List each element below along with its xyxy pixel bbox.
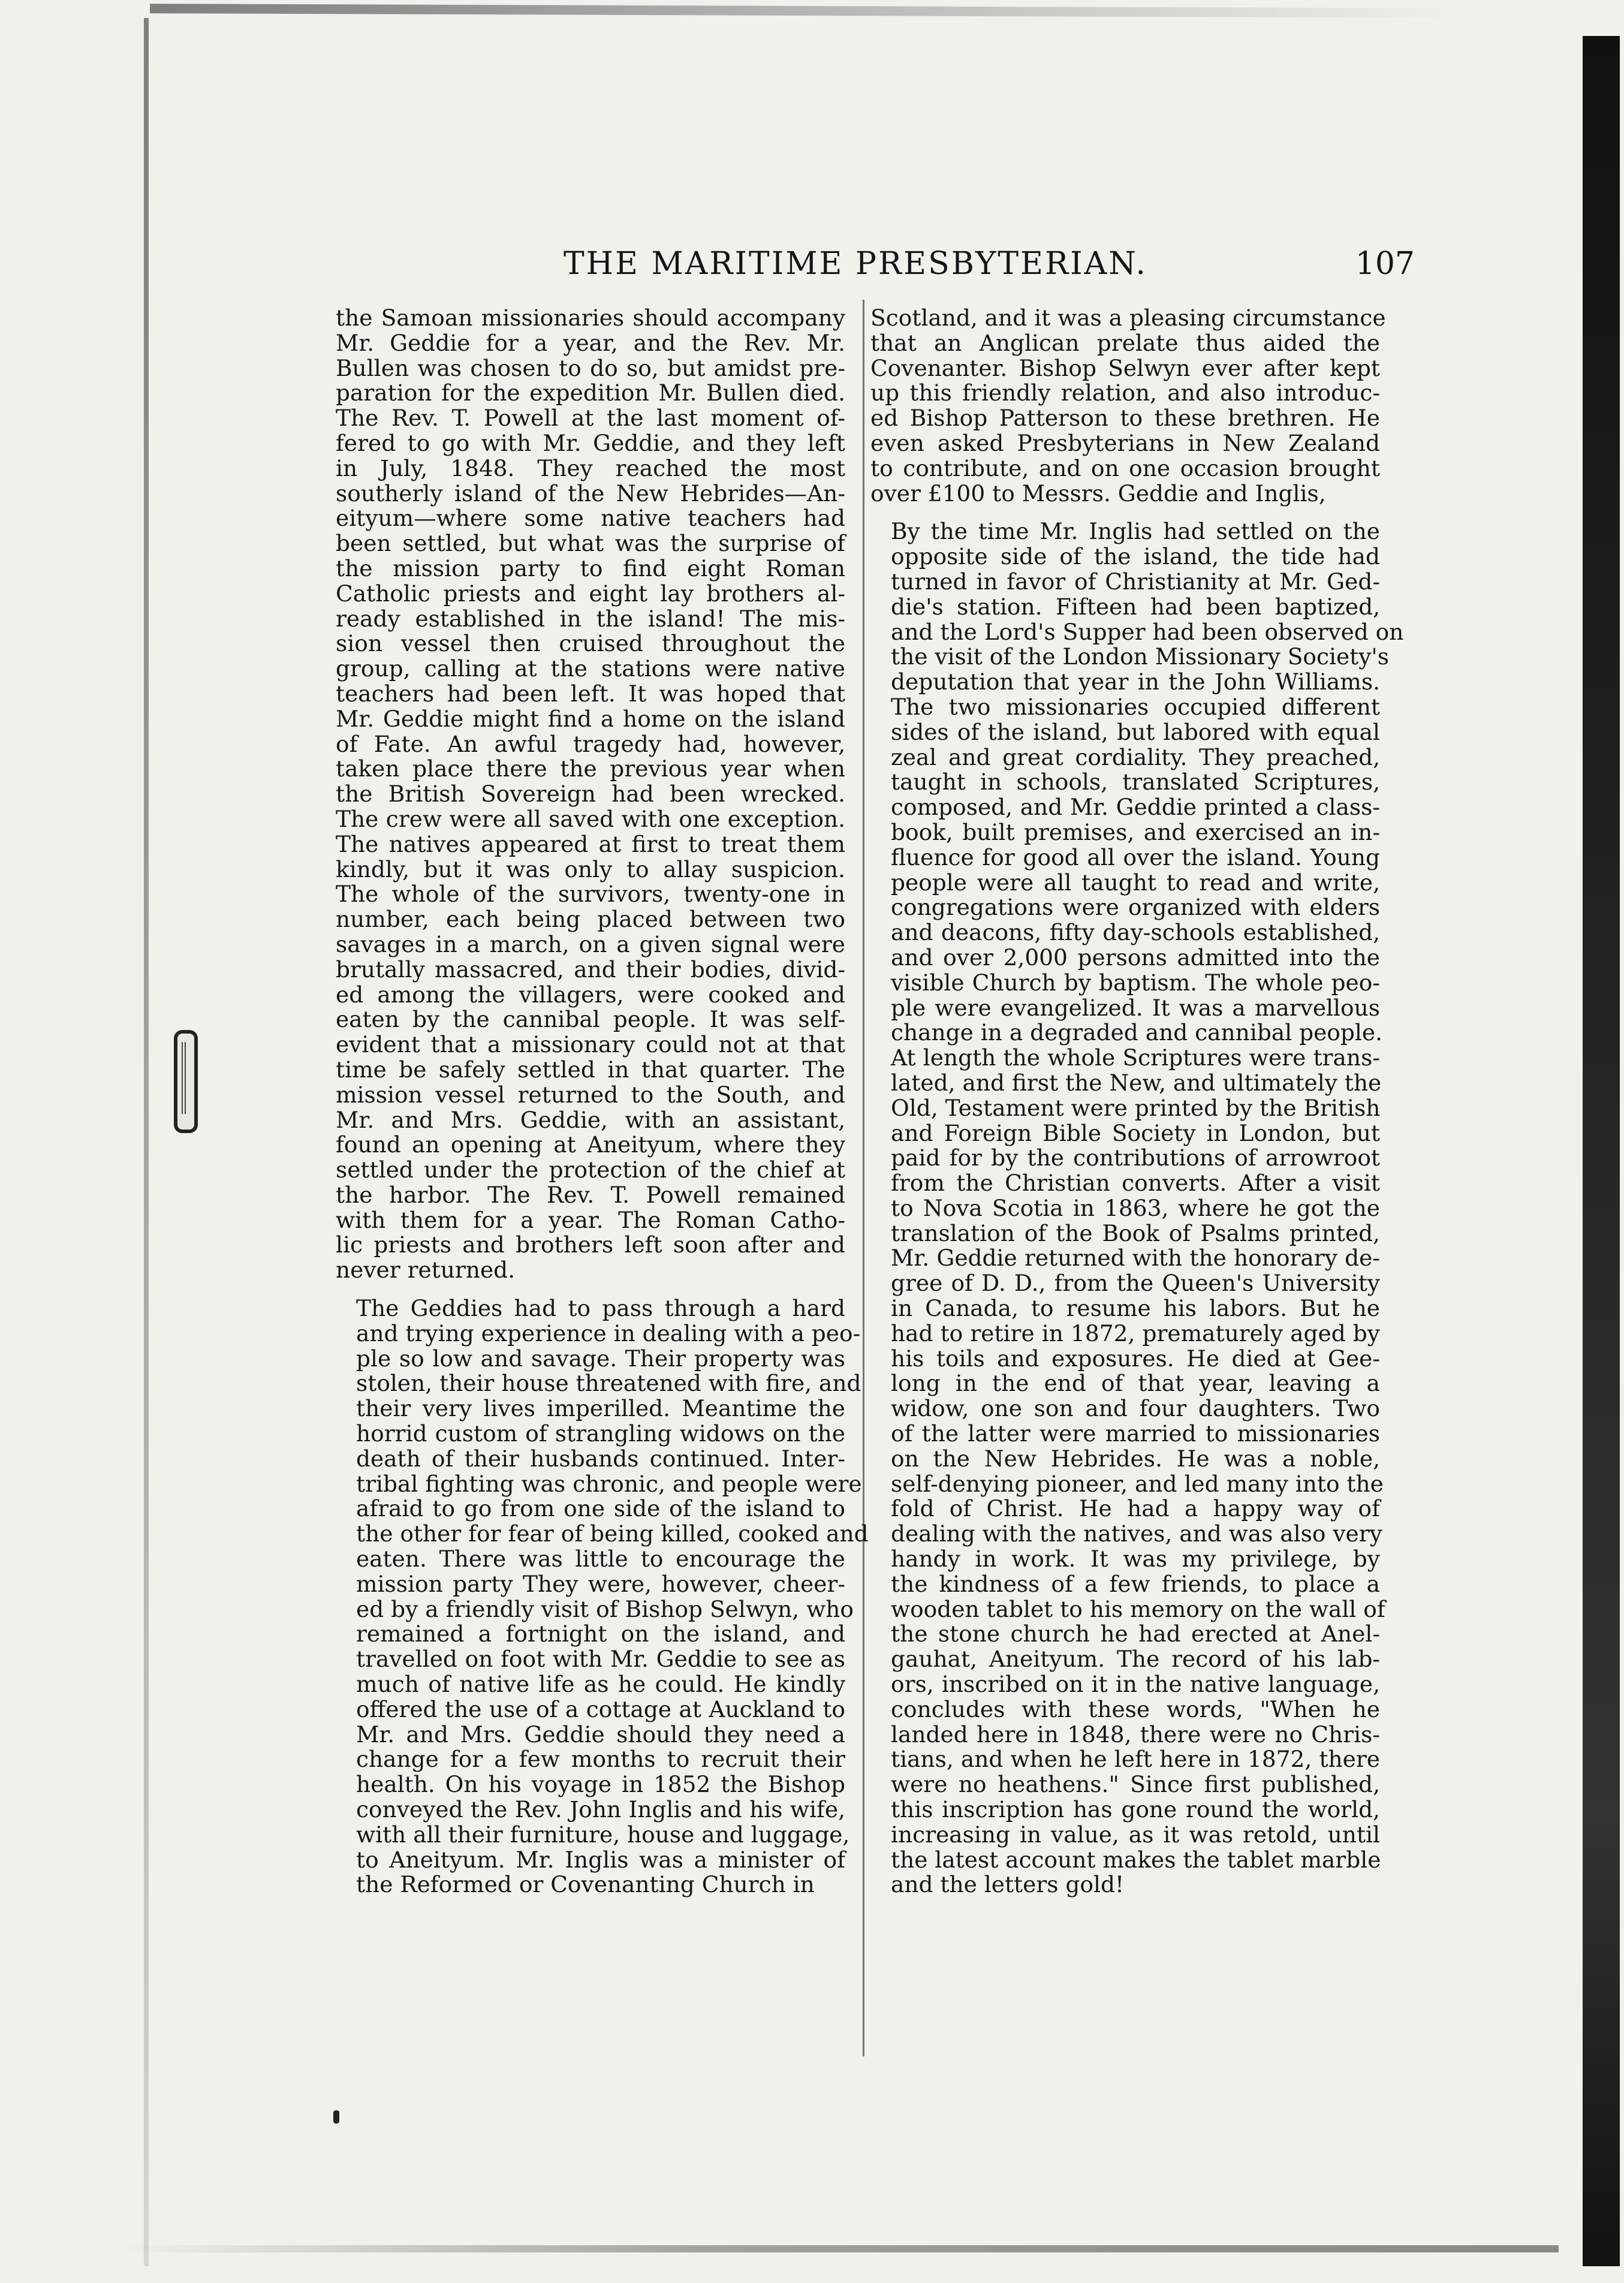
text-line: and over 2,000 persons admitted into the xyxy=(891,944,1380,971)
text-line: eityum—where some native teachers had xyxy=(336,505,845,532)
text-line: handy in work. It was my privilege, by xyxy=(891,1546,1380,1573)
text-line: taught in schools, translated Scriptures, xyxy=(891,769,1380,796)
text-line: ple were evangelized. It was a marvellous xyxy=(891,994,1380,1021)
text-line: increasing in value, as it was retold, until xyxy=(891,1821,1380,1848)
text-line: in Canada, to resume his labors. But he xyxy=(891,1295,1380,1322)
text-line: visible Church by baptism. The whole peo- xyxy=(891,969,1380,996)
text-line: the kindness of a few friends, to place a xyxy=(891,1570,1380,1597)
text-line: The Geddies had to pass through a hard xyxy=(356,1295,845,1322)
text-line: paid for by the contributions of arrowroot xyxy=(891,1144,1380,1171)
text-line: were no heathens." Since first published, xyxy=(891,1771,1380,1798)
text-line: and the Lord's Supper had been observed on xyxy=(891,618,1404,645)
text-line: tians, and when he left here in 1872, there xyxy=(891,1746,1380,1773)
text-line: gauhat, Aneityum. The record of his lab- xyxy=(891,1646,1380,1673)
text-line: his toils and exposures. He died at Gee- xyxy=(891,1345,1380,1372)
text-line: teachers had been left. It was hoped that xyxy=(336,680,845,707)
text-line: brutally massacred, and their bodies, divid- xyxy=(336,956,845,983)
text-line: to Aneityum. Mr. Inglis was a minister of xyxy=(356,1846,845,1873)
text-line: people were all taught to read and write, xyxy=(891,869,1380,896)
text-line: The Rev. T. Powell at the last moment of- xyxy=(336,405,845,432)
text-line: evident that a missionary could not at that xyxy=(336,1031,845,1058)
text-line: taken place there the previous year when xyxy=(336,755,845,782)
text-line: Mr. Geddie for a year, and the Rev. Mr. xyxy=(336,329,845,356)
text-line: the harbor. The Rev. T. Powell remained xyxy=(336,1181,845,1208)
paragraph xyxy=(870,518,1404,1898)
text-line: ed among the villagers, were cooked and xyxy=(336,981,845,1008)
column-divider xyxy=(863,300,864,2056)
text-line: sides of the island, but labored with equal xyxy=(891,718,1380,745)
text-line: landed here in 1848, there were no Chris- xyxy=(891,1721,1380,1748)
text-line: composed, and Mr. Geddie printed a class- xyxy=(891,794,1380,821)
text-line: southerly island of the New Hebrides—An- xyxy=(336,480,845,507)
text-line: Catholic priests and eight lay brothers al- xyxy=(336,580,845,607)
text-line: offered the use of a cottage at Auckland to xyxy=(356,1695,845,1722)
text-line: die's station. Fifteen had been baptized, xyxy=(891,593,1380,620)
paragraph xyxy=(870,305,1386,507)
text-line: mission vessel returned to the South, and xyxy=(336,1081,845,1108)
text-line: lic priests and brothers left soon after and xyxy=(336,1231,845,1258)
text-line: Old, Testament were printed by the British xyxy=(891,1094,1381,1121)
text-line: sion vessel then cruised throughout the xyxy=(336,630,845,657)
text-line: and Foreign Bible Society in London, but xyxy=(891,1119,1380,1146)
text-line: eaten by the cannibal people. It was self- xyxy=(336,1006,845,1033)
text-line: translation of the Book of Psalms printed, xyxy=(891,1219,1380,1246)
text-line: book, built premises, and exercised an in- xyxy=(891,818,1380,845)
text-line: self-denying pioneer, and led many into the xyxy=(891,1470,1384,1497)
text-line: opposite side of the island, the tide had xyxy=(891,543,1380,570)
text-line: the Reformed or Covenanting Church in xyxy=(356,1871,815,1898)
text-line: stolen, their house threatened with fire, and xyxy=(356,1370,861,1397)
text-line: Bullen was chosen to do so, but amidst pre- xyxy=(336,354,845,381)
text-line: with all their furniture, house and luggage, xyxy=(356,1821,850,1848)
text-line: tribal fighting was chronic, and people were xyxy=(356,1470,862,1497)
text-line: remained a fortnight on the island, and xyxy=(356,1621,845,1648)
text-line: had to retire in 1872, prematurely aged by xyxy=(891,1320,1380,1347)
text-line: turned in favor of Christianity at Mr. Ged- xyxy=(891,568,1380,595)
text-line: Scotland, and it was a pleasing circumstance xyxy=(870,305,1386,331)
running-title: THE MARITIME PRESBYTERIAN. xyxy=(564,246,1147,282)
text-line: dealing with the natives, and was also very xyxy=(891,1520,1382,1547)
text-line: horrid custom of strangling widows on the xyxy=(356,1420,845,1447)
left-column xyxy=(336,305,869,1911)
text-line: and the letters gold! xyxy=(891,1871,1125,1898)
page-number: 107 xyxy=(1355,246,1415,282)
text-line: found an opening at Aneityum, where they xyxy=(336,1131,845,1158)
text-line: the other for fear of being killed, cooked and xyxy=(356,1520,869,1547)
text-line: this inscription has gone round the world, xyxy=(891,1796,1380,1823)
paragraph xyxy=(336,306,845,1283)
text-line: congregations were organized with elders xyxy=(891,894,1380,921)
text-line: and trying experience in dealing with a peo- xyxy=(356,1320,861,1347)
text-line: paration for the expedition Mr. Bullen died. xyxy=(336,380,845,406)
text-line: their very lives imperilled. Meantime the xyxy=(356,1395,845,1422)
text-line: in July, 1848. They reached the most xyxy=(336,454,845,481)
text-line: much of native life as he could. He kindly xyxy=(356,1671,845,1698)
text-line: to contribute, and on one occasion brought xyxy=(870,454,1380,481)
text-line: fluence for good all over the island. Young xyxy=(891,844,1380,871)
text-line: the British Sovereign had been wrecked. xyxy=(336,781,845,808)
text-line: the latest account makes the tablet marble xyxy=(891,1846,1381,1873)
text-line: The crew were all saved with one exception. xyxy=(336,805,845,832)
text-line: At length the whole Scriptures were trans- xyxy=(891,1044,1380,1071)
text-line: travelled on foot with Mr. Geddie to see as xyxy=(356,1646,845,1673)
text-line: and deacons, fifty day-schools established, xyxy=(891,919,1380,946)
text-line: settled under the protection of the chief at xyxy=(336,1156,845,1183)
text-line: lated, and first the New, and ultimately the xyxy=(891,1069,1382,1096)
text-line: Mr. Geddie returned with the honorary de- xyxy=(891,1245,1380,1272)
text-line: of the latter were married to missionaries xyxy=(891,1420,1380,1447)
text-line: Mr. Geddie might find a home on the island xyxy=(336,705,845,732)
text-line: Mr. and Mrs. Geddie, with an assistant, xyxy=(336,1106,845,1133)
text-line: to Nova Scotia in 1863, where he got the xyxy=(891,1194,1380,1221)
paragraph xyxy=(336,1295,869,1898)
right-column xyxy=(870,305,1404,1911)
text-line: mission party They were, however, cheer- xyxy=(356,1570,845,1597)
text-line: eaten. There was little to encourage the xyxy=(356,1546,845,1573)
text-line: that an Anglican prelate thus aided the xyxy=(870,329,1380,356)
page-header xyxy=(564,243,1415,285)
text-line: afraid to go from one side of the island to xyxy=(356,1495,845,1522)
text-line: ed by a friendly visit of Bishop Selwyn, who xyxy=(356,1595,854,1622)
text-line: up this friendly relation, and also introduc- xyxy=(870,380,1380,406)
text-line: conveyed the Rev. John Inglis and his wife, xyxy=(356,1796,845,1823)
text-line: the visit of the London Missionary Society's xyxy=(891,643,1389,670)
text-line: kindly, but it was only to allay suspicion. xyxy=(336,856,845,883)
text-line: The whole of the survivors, twenty-one in xyxy=(336,881,845,908)
text-line: been settled, but what was the surprise of xyxy=(336,530,845,557)
text-line: ready established in the island! The mis- xyxy=(336,605,845,632)
text-line: death of their husbands continued. Inter- xyxy=(356,1445,845,1472)
text-line: number, each being placed between two xyxy=(336,906,845,933)
text-line: health. On his voyage in 1852 the Bishop xyxy=(356,1771,845,1798)
text-line: fold of Christ. He had a happy way of xyxy=(891,1495,1380,1522)
binding-clip-icon xyxy=(174,1030,198,1133)
text-line: the Samoan missionaries should accompany xyxy=(336,305,845,331)
text-line: deputation that year in the John Williams. xyxy=(891,668,1380,695)
text-line: change for a few months to recruit their xyxy=(356,1746,845,1773)
text-line: wooden tablet to his memory on the wall of xyxy=(891,1595,1385,1622)
scan-edge-left xyxy=(144,18,149,2266)
text-line: The two missionaries occupied different xyxy=(891,693,1380,720)
text-line: on the New Hebrides. He was a noble, xyxy=(891,1445,1380,1472)
text-line: ed Bishop Patterson to these brethren. He xyxy=(870,405,1380,432)
text-line: over £100 to Messrs. Geddie and Inglis, xyxy=(870,480,1326,507)
text-line: concludes with these words, "When he xyxy=(891,1695,1380,1722)
text-line: the stone church he had erected at Anel- xyxy=(891,1621,1380,1648)
text-line: even asked Presbyterians in New Zealand xyxy=(870,429,1380,456)
text-line: fered to go with Mr. Geddie, and they left xyxy=(336,429,845,456)
scan-edge-right xyxy=(1583,36,1620,2266)
text-line: from the Christian converts. After a visit xyxy=(891,1170,1380,1197)
text-line: ors, inscribed on it in the native language, xyxy=(891,1671,1380,1698)
text-line: the mission party to find eight Roman xyxy=(336,555,845,582)
text-line: change in a degraded and cannibal people. xyxy=(891,1019,1382,1046)
text-line: Covenanter. Bishop Selwyn ever after kept xyxy=(870,354,1380,381)
scan-edge-bottom xyxy=(120,2245,1559,2252)
text-line: By the time Mr. Inglis had settled on the xyxy=(891,518,1380,545)
ink-mark xyxy=(333,2110,339,2124)
text-line: zeal and great cordiality. They preached, xyxy=(891,743,1380,770)
text-line: Mr. and Mrs. Geddie should they need a xyxy=(356,1721,845,1748)
text-line: gree of D. D., from the Queen's University xyxy=(891,1270,1380,1297)
text-line: time be safely settled in that quarter. The xyxy=(336,1056,845,1083)
text-line: widow, one son and four daughters. Two xyxy=(891,1395,1380,1422)
text-line: savages in a march, on a given signal were xyxy=(336,930,845,957)
text-line: never returned. xyxy=(336,1257,516,1284)
text-line: of Fate. An awful tragedy had, however, xyxy=(336,730,845,757)
text-line: group, calling at the stations were native xyxy=(336,655,845,682)
text-line: with them for a year. The Roman Catho- xyxy=(336,1206,845,1233)
text-line: long in the end of that year, leaving a xyxy=(891,1370,1380,1397)
text-line: ple so low and savage. Their property was xyxy=(356,1345,845,1372)
text-line: The natives appeared at first to treat them xyxy=(336,830,845,857)
scan-edge-top xyxy=(150,4,1457,18)
